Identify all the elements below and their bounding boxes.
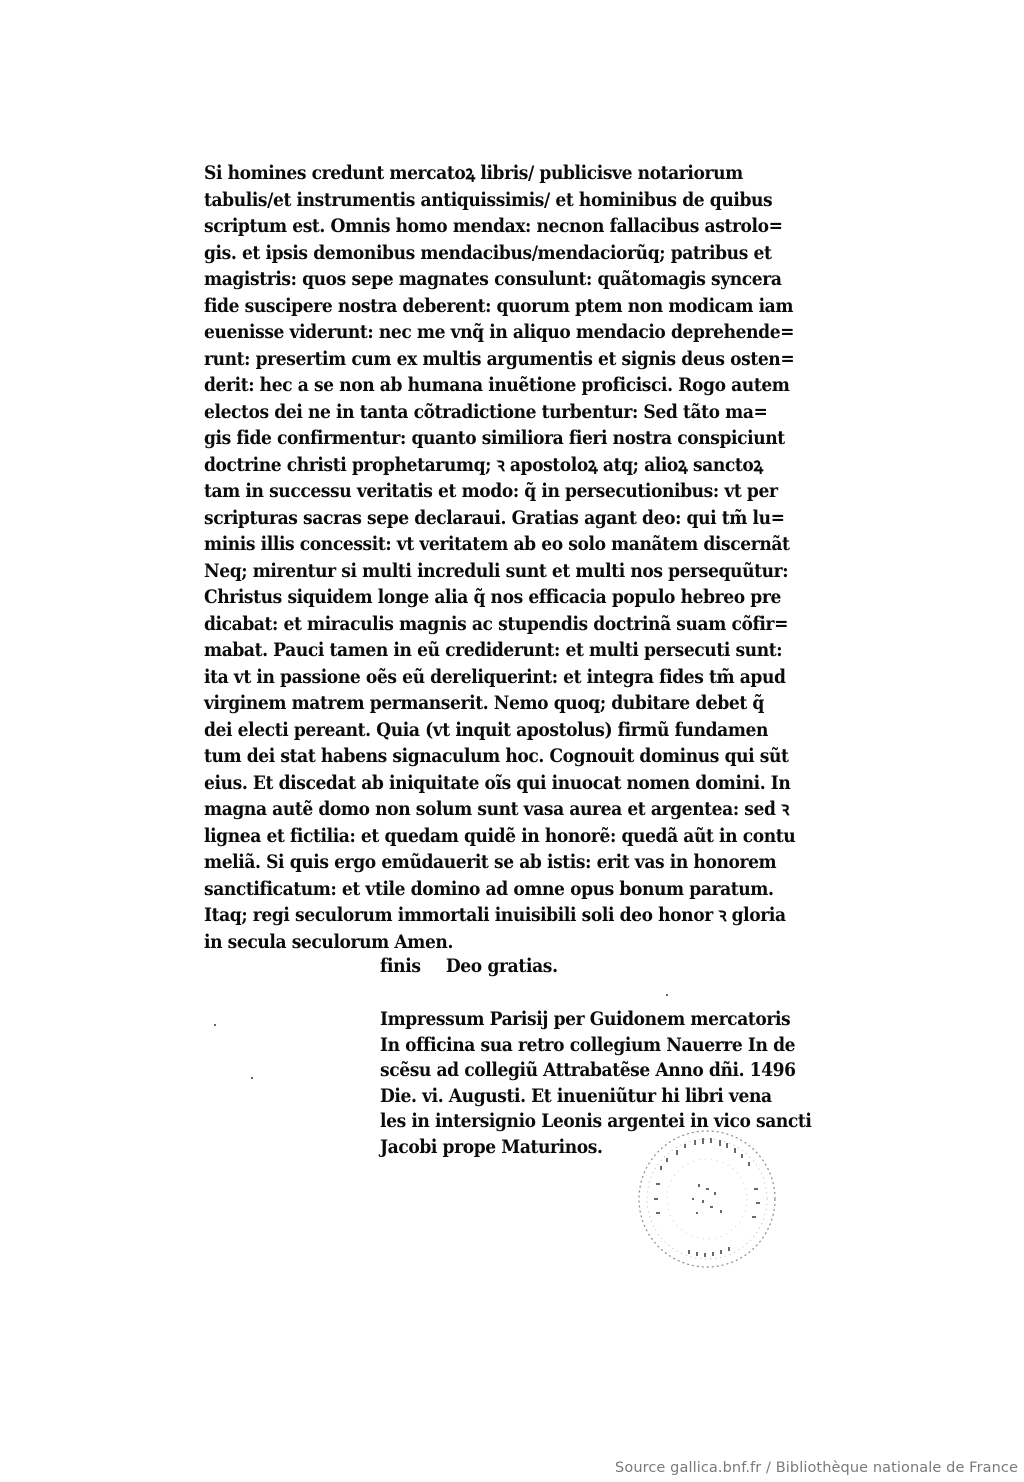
colophon-line: Impressum Parisij per Guidonem mercatoris <box>380 1008 791 1030</box>
seal-stamp-graphic <box>636 1128 778 1270</box>
text-line: virginem matrem permanserit. Nemo quoq; dubitare debet q̃ <box>204 692 764 714</box>
colophon-line: Die. vi. Augusti. Et inueniũtur hi libri vena <box>380 1084 772 1107</box>
text-line: dei electi pereant. Quia (vt inquit apostolus) firmũ fundamen <box>204 718 769 741</box>
paper-speck <box>214 1024 216 1026</box>
source-attribution: Source gallica.bnf.fr / Bibliothèque nationale de France <box>615 1460 1018 1476</box>
text-line: doctrine christi prophetarumq; ꝛ apostoloꝝ atq; alioꝝ sanctoꝝ <box>204 453 763 476</box>
text-line: fide suscipere nostra deberent: quorum ptem non modicam iam <box>204 294 794 317</box>
text-line: Christus siquidem longe alia q̃ nos efficacia populo hebreo pre <box>204 586 781 608</box>
text-line: eius. Et discedat ab iniquitate oĩs qui inuocat nomen domini. In <box>204 771 791 794</box>
text-line: Itaq; regi seculorum immortali inuisibili soli deo honor ꝛ gloria <box>204 904 786 926</box>
seal-stamp-icon <box>636 1128 778 1270</box>
text-line: electos dei ne in tanta cõtradictione turbentur: Sed tãto ma= <box>204 400 768 423</box>
text-line: minis illis concessit: vt veritatem ab eo solo manãtem discernãt <box>204 533 790 555</box>
text-line: tam in successu veritatis et modo: q̃ in persecutionibus: vt per <box>204 480 778 502</box>
text-line: derit: hec a se non ab humana inuẽtione proficisci. Rogo autem <box>204 374 790 396</box>
text-line: ita vt in passione oẽs eũ dereliquerint: et integra fides tm̃ apud <box>204 665 786 688</box>
colophon-block <box>380 1007 850 1160</box>
paper-speck <box>666 994 668 996</box>
text-line: dicabat: et miraculis magnis ac stupendis doctrinã suam cõfir= <box>204 612 789 635</box>
text-line: magistris: quos sepe magnates consulunt: quãtomagis syncera <box>204 268 782 290</box>
text-line: tabulis/et instrumentis antiquissimis/ et hominibus de quibus <box>204 188 773 211</box>
paper-speck <box>251 1077 253 1079</box>
text-line: Si homines credunt mercatoꝝ libris/ publicisve notariorum <box>204 162 743 184</box>
colophon-line: les in intersignio Leonis argentei in vico sancti <box>380 1110 812 1132</box>
colophon-line: scẽsu ad collegiũ Attrabatẽse Anno dñi. 1496 <box>380 1059 796 1081</box>
text-line: gis fide confirmentur: quanto similiora fieri nostra conspiciunt <box>204 427 785 449</box>
text-line: runt: presertim cum ex multis argumentis et signis deus osten= <box>204 347 795 370</box>
text-line: in secula seculorum Amen. <box>204 930 454 953</box>
text-line: scriptum est. Omnis homo mendax: necnon fallacibus astrolo= <box>204 215 783 237</box>
finis-word: finis <box>380 955 421 977</box>
text-line: magna autẽ domo non solum sunt vasa aurea et argentea: sed ꝛ <box>204 798 789 820</box>
colophon-line: Jacobi prope Maturinos. <box>380 1135 603 1158</box>
text-line: Neq; mirentur si multi increduli sunt et multi nos persequũtur: <box>204 559 789 582</box>
text-line: lignea et fictilia: et quedam quidẽ in honorẽ: quedã aũt in contu <box>204 824 796 847</box>
deo-gratias: Deo gratias. <box>445 955 558 977</box>
finis-line <box>380 955 558 977</box>
text-line: gis. et ipsis demonibus mendacibus/mendaciorũq; patribus et <box>204 241 772 264</box>
text-line: tum dei stat habens signaculum hoc. Cognouit dominus qui sũt <box>204 745 789 767</box>
colophon-line: In officina sua retro collegium Nauerre In de <box>380 1033 796 1056</box>
main-text-block <box>204 160 844 955</box>
text-line: mabat. Pauci tamen in eũ crediderunt: et multi persecuti sunt: <box>204 639 783 661</box>
text-line: euenisse viderunt: nec me vnq̃ in aliquo mendacio deprehende= <box>204 321 795 343</box>
text-line: scripturas sacras sepe declaraui. Gratias agant deo: qui tm̃ lu= <box>204 506 785 529</box>
text-line: sanctificatum: et vtile domino ad omne opus bonum paratum. <box>204 877 774 900</box>
text-line: meliã. Si quis ergo emũdauerit se ab istis: erit vas in honorem <box>204 851 777 873</box>
